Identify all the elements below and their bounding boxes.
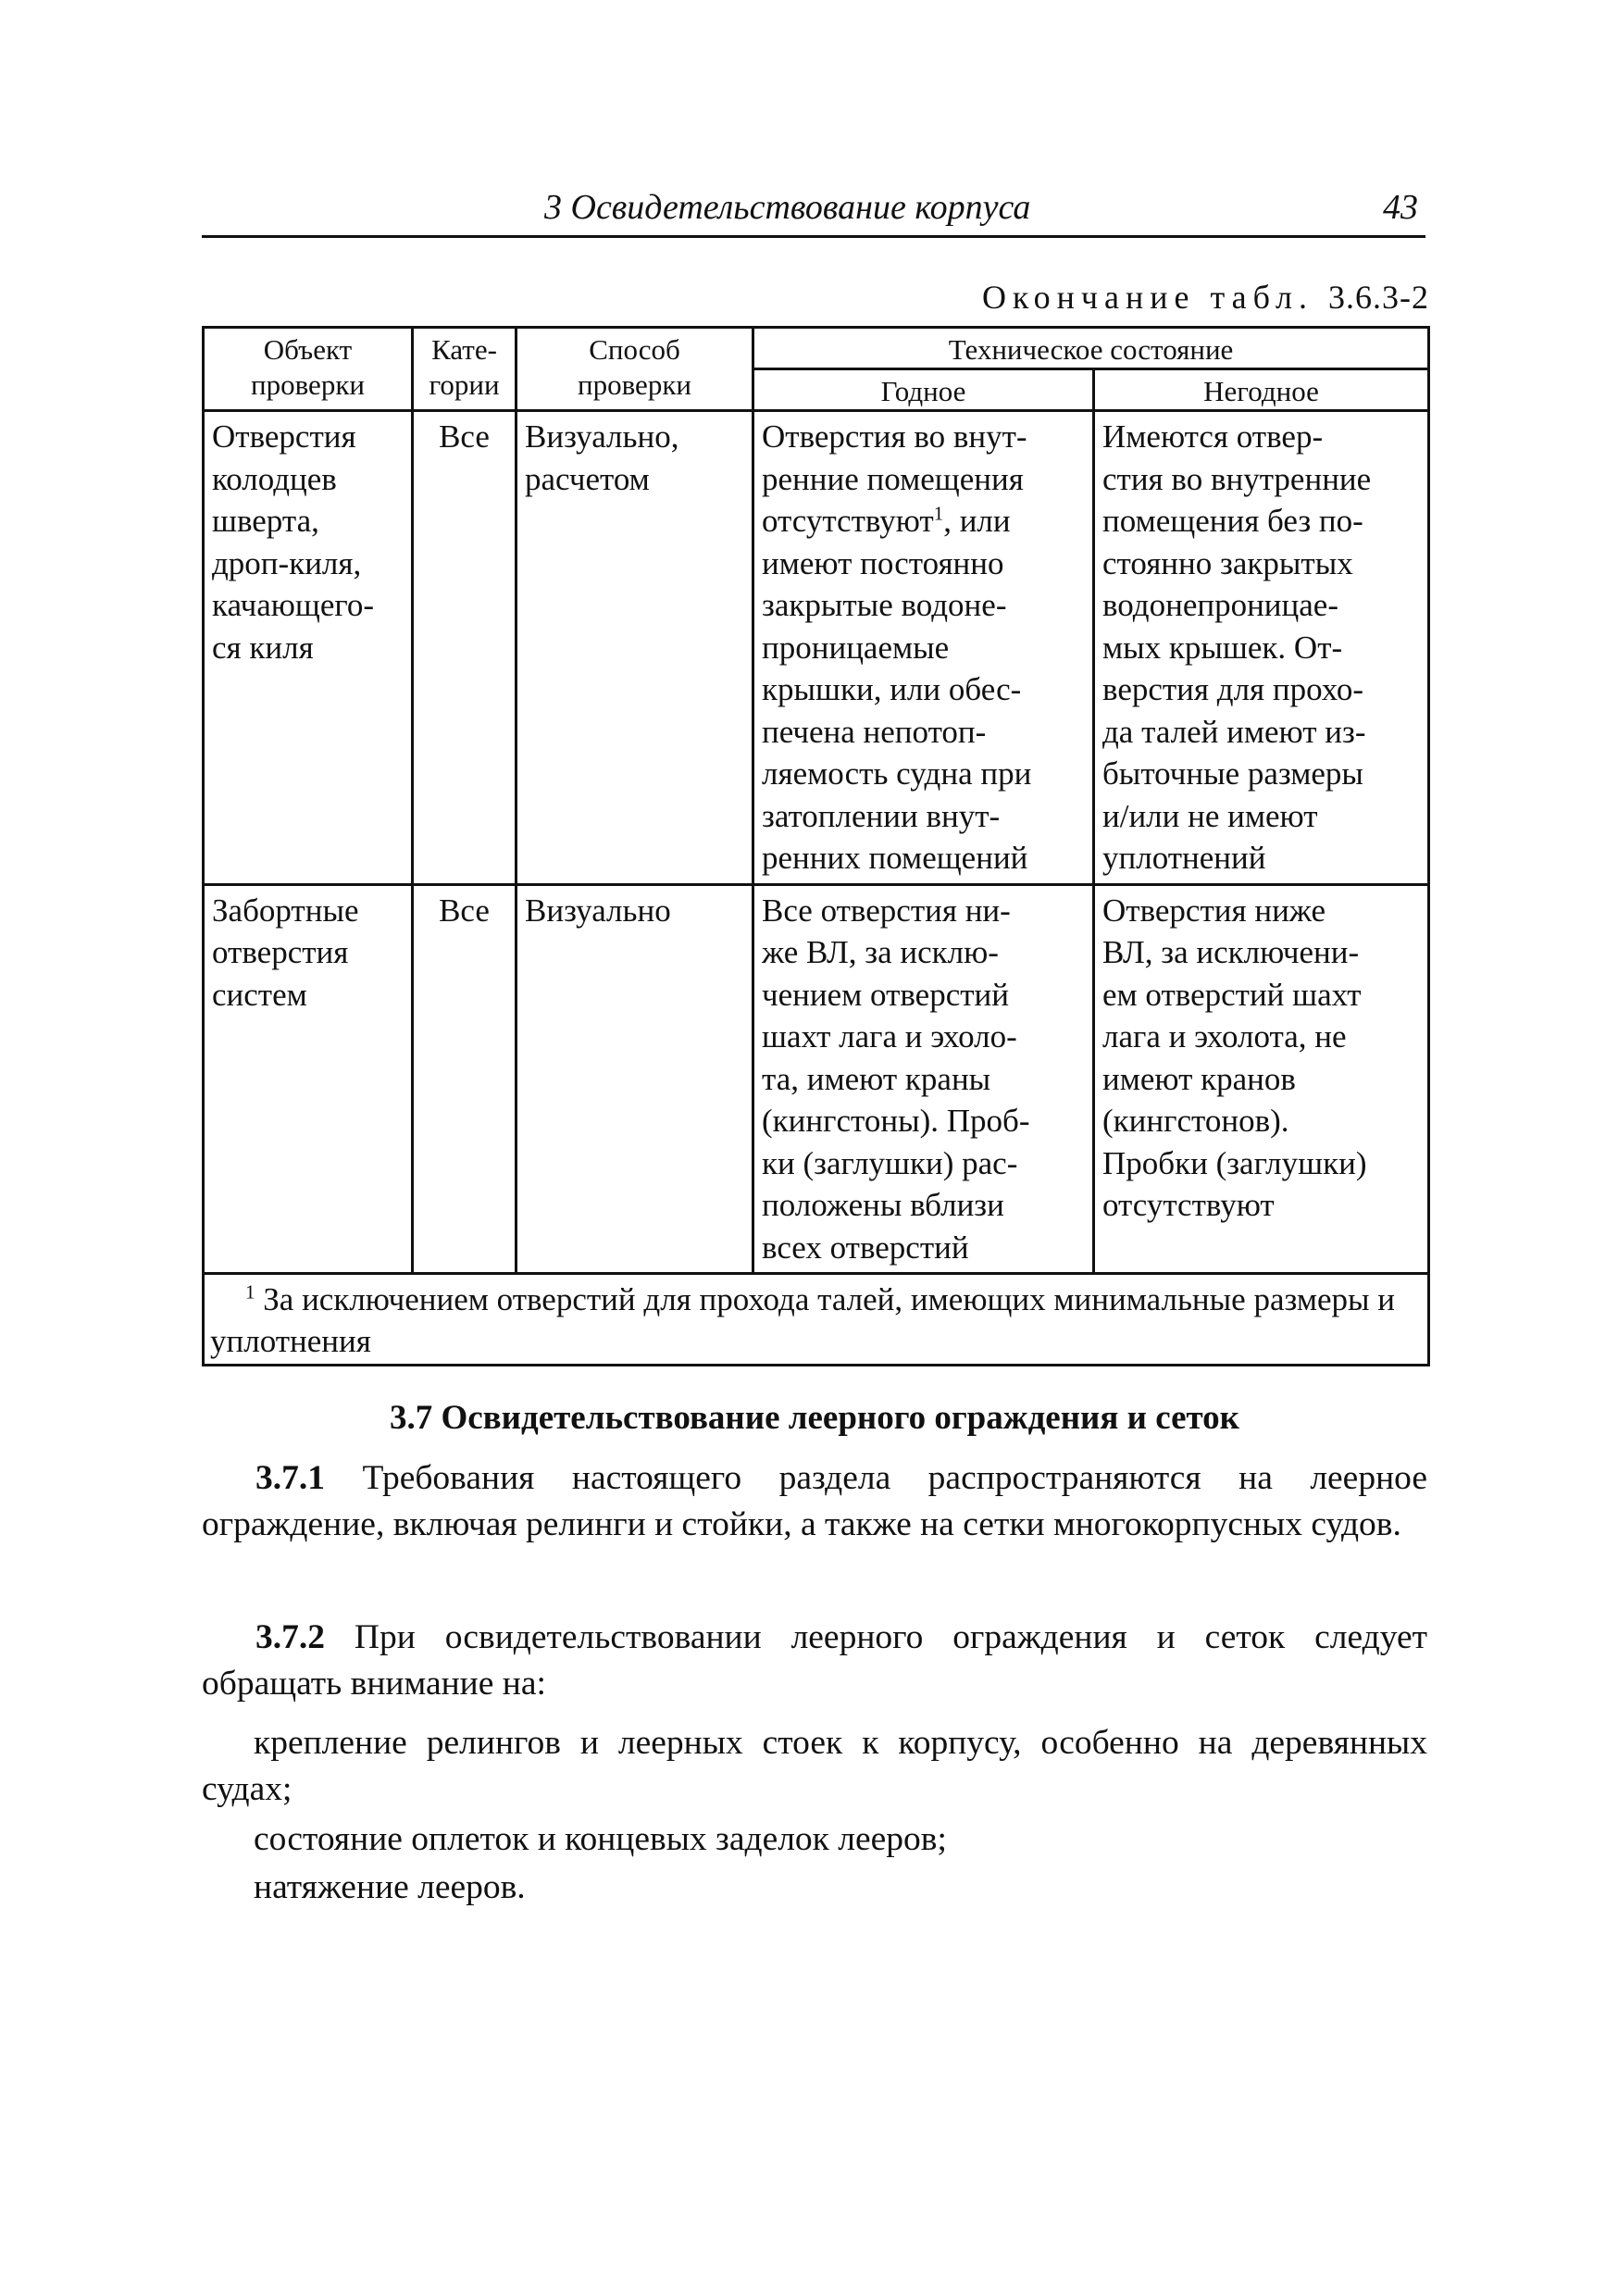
cell-good: Все отверстия ни- же ВЛ, за исклю- чением отверстий шахт лага и эхоло- та, имеют краны (кингстоны). Проб- ки (заглушки) рас- положены вблизи всех отверстий bbox=[753, 884, 1094, 1274]
footnote-text: За исключением отверстий для прохода талей, имеющих минимальные размеры и уплотнения bbox=[210, 1281, 1395, 1359]
table-row bbox=[204, 884, 1429, 1274]
paragraph-text: При освидетельствовании леерного ограждения и сеток следует обращать внимание на: bbox=[202, 1618, 1428, 1703]
table-caption-word: Окончание табл. bbox=[981, 279, 1313, 316]
section-title: 3.7 Освидетельствование леерного ограждения и сеток bbox=[389, 1399, 1239, 1437]
footnote-mark: 1 bbox=[245, 1280, 255, 1304]
cell-object: Отверстия колодцев шверта, дроп-киля, качающего- ся киля bbox=[204, 411, 413, 885]
page-number: 43 bbox=[1383, 188, 1418, 227]
cell-method: Визуально, расчетом bbox=[517, 411, 753, 885]
paragraph-3-7-2 bbox=[202, 1615, 1427, 1707]
cell-bad: Имеются отвер- стия во внутренние помещения без по- стоянно закрытых водонепроницае- мых крышек. От- верстия для прохо- да талей имеют из- быточные размеры и/или не имеют уплотнений bbox=[1094, 411, 1429, 885]
running-header bbox=[202, 185, 1425, 238]
paragraph-text: Требования настоящего раздела распространяются на леерное ограждение, включая релинги и стойки, а также на сетки многокорпусных судов. bbox=[202, 1459, 1427, 1543]
cell-good-text-b: , или имеют постоянно закрытые водоне- проницаемые крышки, или обес- печена непотоп- ляемость судна при затоплении внут- ренних помещений bbox=[762, 503, 1032, 876]
header-title: 3 Освидетельствование корпуса bbox=[544, 188, 1031, 227]
cell-category: Все bbox=[413, 411, 517, 885]
footnote-ref: 1 bbox=[933, 502, 944, 525]
header-object: Объект проверки bbox=[204, 328, 413, 411]
paragraph-number: 3.7.2 bbox=[255, 1618, 325, 1656]
cell-good bbox=[753, 411, 1094, 885]
inspection-table bbox=[202, 326, 1430, 1366]
header-technical-state: Техническое состояние bbox=[753, 328, 1429, 369]
paragraph-3-7-1 bbox=[202, 1455, 1427, 1548]
table-footnote-row bbox=[204, 1274, 1429, 1366]
list-item: крепление релингов и леерных стоек к корпусу, особенно на деревянных судах; bbox=[202, 1724, 1427, 1808]
cell-object: Забортные отверстия систем bbox=[204, 884, 413, 1274]
table-caption-number: 3.6.3-2 bbox=[1328, 279, 1429, 316]
cell-good-text-a: Отверстия во внут- ренние помещения отсутствуют bbox=[762, 418, 1027, 539]
paragraph-number: 3.7.1 bbox=[255, 1459, 325, 1497]
header-category: Кате- гории bbox=[413, 328, 517, 411]
table-caption bbox=[982, 278, 1429, 317]
table-footnote bbox=[204, 1274, 1429, 1366]
list-item: натяжение лееров. bbox=[254, 1868, 526, 1906]
table-row bbox=[204, 411, 1429, 885]
list-item: состояние оплеток и концевых заделок лееров; bbox=[254, 1820, 947, 1858]
cell-category: Все bbox=[413, 884, 517, 1274]
header-good: Годное bbox=[753, 369, 1094, 411]
header-method: Способ проверки bbox=[517, 328, 753, 411]
cell-bad: Отверстия ниже ВЛ, за исключени- ем отверстий шахт лага и эхолота, не имеют кранов (кингстонов). Пробки (заглушки) отсутствуют bbox=[1094, 884, 1429, 1274]
header-bad: Негодное bbox=[1094, 369, 1429, 411]
cell-method: Визуально bbox=[517, 884, 753, 1274]
